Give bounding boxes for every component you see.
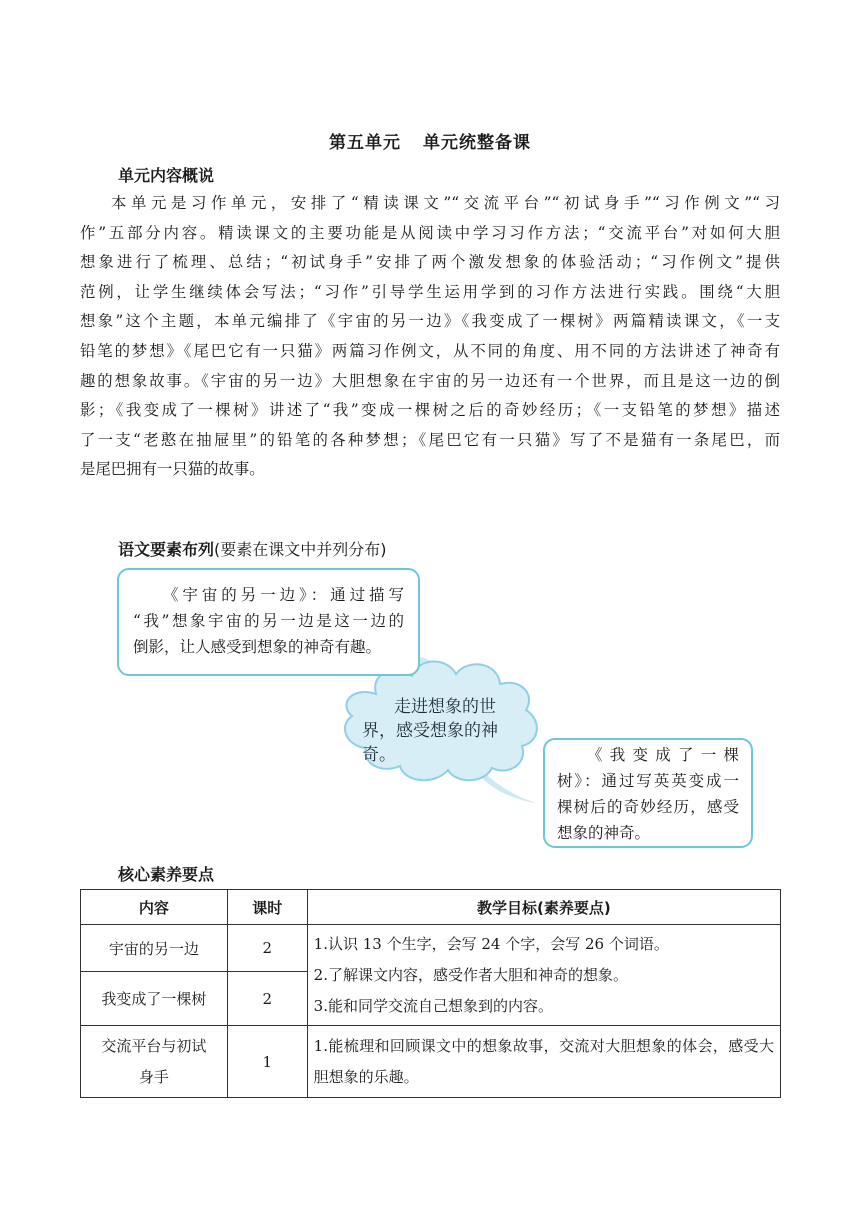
overview-line: 了一支“老憨在抽屉里”的铅笔的各种梦想；《尾巴它有一只猫》写了不是猫有一条尾巴，而 [80, 430, 780, 449]
goal-item: 3.能和同学交流自己想象到的内容。 [313, 996, 553, 1015]
cell-content-line: 交流平台与初试 [101, 1036, 207, 1055]
core-heading: 核心素养要点 [118, 865, 215, 884]
card-right-line: 《我变成了一棵 [587, 746, 739, 764]
cloud-line: 走进想象的世 [394, 697, 496, 717]
header-content: 内容 [81, 890, 228, 925]
card-left-line: 《宇宙的另一边》：通过描写 [163, 586, 404, 604]
cloud-text [362, 695, 512, 767]
overview-paragraph [80, 189, 780, 485]
title-unit: 第五单元 [329, 133, 401, 153]
goal-item: 1.认识 13 个生字，会写 24 个字，会写 26 个词语。 [313, 934, 669, 953]
header-hours: 课时 [227, 890, 307, 925]
overview-line: 铅笔的梦想》《尾巴它有一只猫》两篇习作例文，从不同的角度、用不同的方法讲述了神奇有 [80, 341, 780, 360]
card-right-line: 想象的神奇。 [557, 824, 651, 842]
overview-line: 是尾巴拥有一只猫的故事。 [80, 460, 265, 479]
table-row [81, 1026, 781, 1098]
cell-content-line: 身手 [138, 1067, 169, 1086]
card-right-line: 树》：通过写英英变成一 [557, 772, 739, 790]
header-goals: 教学目标(素养要点) [307, 890, 780, 925]
card-right-line: 棵树后的奇妙经历，感受 [557, 798, 739, 816]
cell-hours: 1 [227, 1026, 307, 1098]
overview-line: 本单元是习作单元，安排了“精读课文”“交流平台”“初试身手”“习作例文”“习 [111, 194, 780, 212]
card-left-line: “我”想象宇宙的另一边是这一边的 [133, 612, 404, 630]
overview-line: 范例，让学生继续体会写法；“习作”引导学生运用学到的习作方法进行实践。围绕“大胆 [80, 282, 780, 301]
cell-content: 宇宙的另一边 [81, 925, 228, 972]
page-title [0, 128, 860, 153]
card-right [543, 738, 753, 848]
table-row [81, 925, 781, 972]
cell-hours: 2 [227, 972, 307, 1026]
title-subtitle: 单元统整备课 [423, 133, 531, 153]
card-left [117, 568, 420, 676]
cell-hours: 2 [227, 925, 307, 972]
cloud-line: 奇。 [362, 745, 396, 765]
cell-goals [307, 1026, 780, 1098]
goal-item: 1.能梳理和回顾课文中的想象故事，交流对大胆想象的体会，感受大胆想象的乐趣。 [313, 1036, 774, 1086]
elements-heading-note: (要素在课文中并列分布) [214, 540, 387, 559]
overview-line: 影；《我变成了一棵树》讲述了“我”变成一棵树之后的奇妙经历；《一支铅笔的梦想》描述 [80, 401, 780, 420]
cloud-line: 界，感受想象的神 [362, 721, 498, 741]
cell-content: 我变成了一棵树 [81, 972, 228, 1026]
overview-heading: 单元内容概说 [118, 166, 215, 185]
table-header-row [81, 890, 781, 925]
overview-line: 想象进行了梳理、总结；“初试身手”安排了两个激发想象的体验活动；“习作例文”提供 [80, 253, 780, 272]
elements-heading-text: 语文要素布列 [118, 540, 215, 559]
goal-item: 2.了解课文内容，感受作者大胆和神奇的想象。 [313, 965, 628, 984]
overview-line: 作”五部分内容。精读课文的主要功能是从阅读中学习习作方法；“交流平台”对如何大胆 [80, 223, 780, 242]
elements-heading [118, 537, 387, 560]
cell-goals [307, 925, 780, 1026]
core-table [80, 889, 781, 1098]
cell-content [81, 1026, 228, 1098]
overview-line: 想象”这个主题，本单元编排了《宇宙的另一边》《我变成了一棵树》两篇精读课文，《一支 [80, 312, 780, 331]
overview-line: 趣的想象故事。《宇宙的另一边》大胆想象在宇宙的另一边还有一个世界，而且是这一边的倒 [80, 371, 780, 390]
card-left-line: 倒影，让人感受到想象的神奇有趣。 [133, 638, 382, 656]
